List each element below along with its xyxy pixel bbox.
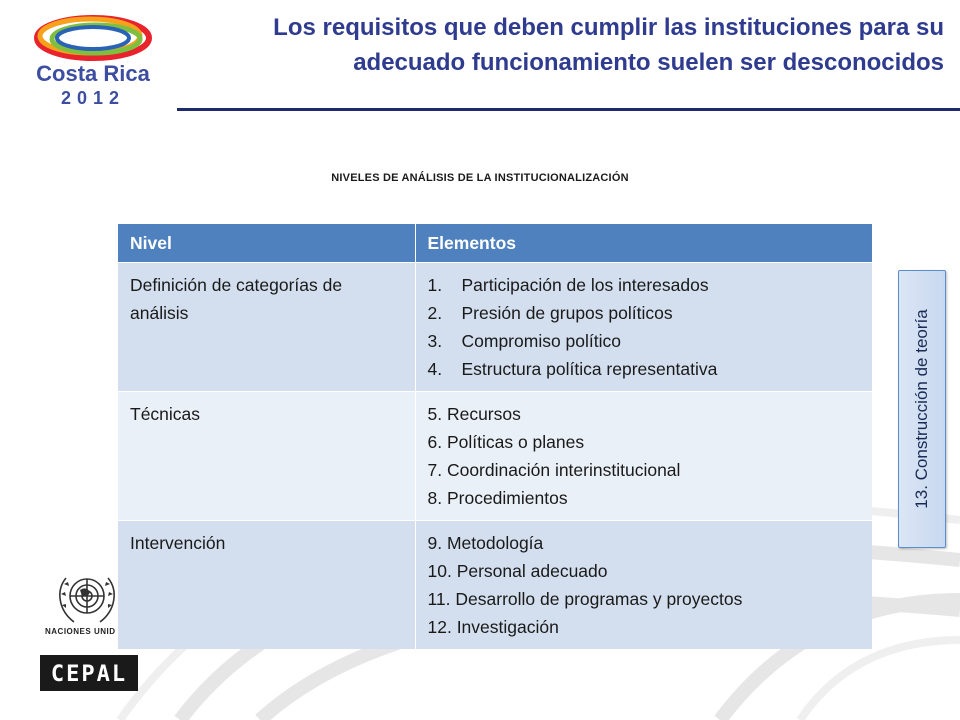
levels-table: [118, 224, 872, 649]
list-item: [428, 355, 861, 383]
list-item: 10. Personal adecuado: [427, 561, 608, 581]
list-item: 5. Recursos: [427, 404, 521, 424]
title-line-1: Los requisitos que deben cumplir las instituciones para su: [273, 14, 944, 41]
level-cell: Definición de categorías de análisis: [118, 263, 415, 392]
item-number: 2.: [427, 303, 443, 323]
table-header-row: [118, 224, 872, 263]
list-item: 12. Investigación: [427, 617, 559, 637]
table-row: [118, 263, 872, 392]
cepal-logo: [40, 655, 138, 691]
list-item: 11. Desarrollo de programas y proyectos: [427, 589, 743, 609]
title-divider: [177, 108, 960, 111]
table-row: [118, 521, 872, 650]
item-text: Estructura política representativa: [461, 359, 718, 379]
title-line-2: adecuado funcionamiento suelen ser desconocidos: [353, 49, 944, 76]
list-item: [428, 299, 861, 327]
item-number: 1.: [427, 275, 443, 295]
list-item: [428, 271, 861, 299]
side-label-text: 13. Construcción de teoría: [912, 309, 931, 509]
item-text: Participación de los interesados: [461, 275, 709, 295]
un-caption: NACIONES UNID: [45, 627, 116, 636]
level-cell: Técnicas: [118, 392, 415, 521]
item-number: 4.: [427, 359, 443, 379]
cepal-logo-text: CEPAL: [50, 662, 128, 687]
item-number: 3.: [427, 331, 443, 351]
costa-rica-2012-logo: [28, 8, 158, 108]
list-item: 6. Políticas o planes: [427, 432, 585, 452]
item-text: Presión de grupos políticos: [461, 303, 673, 323]
table-row: [118, 392, 872, 521]
header-nivel: Nivel: [118, 224, 415, 263]
page-title: [184, 10, 944, 80]
item-text: Compromiso político: [461, 331, 621, 351]
elements-cell: [415, 521, 872, 650]
side-label-box: [898, 270, 946, 548]
list-item: 9. Metodología: [427, 533, 544, 553]
logo-text-country: Costa Rica: [36, 61, 150, 86]
elements-cell: [415, 263, 872, 392]
logo-text-year: 2012: [60, 88, 126, 108]
list-item: 8. Procedimientos: [427, 488, 568, 508]
elements-cell: [415, 392, 872, 521]
un-emblem-icon: [52, 566, 122, 628]
list-item: 7. Coordinación interinstitucional: [427, 460, 681, 480]
header-elementos: Elementos: [415, 224, 872, 263]
logo-rings-icon: [28, 8, 158, 63]
list-item: [428, 327, 861, 355]
level-cell: Intervención: [118, 521, 415, 650]
table-caption: NIVELES DE ANÁLISIS DE LA INSTITUCIONALIZACIÓN: [331, 172, 629, 184]
